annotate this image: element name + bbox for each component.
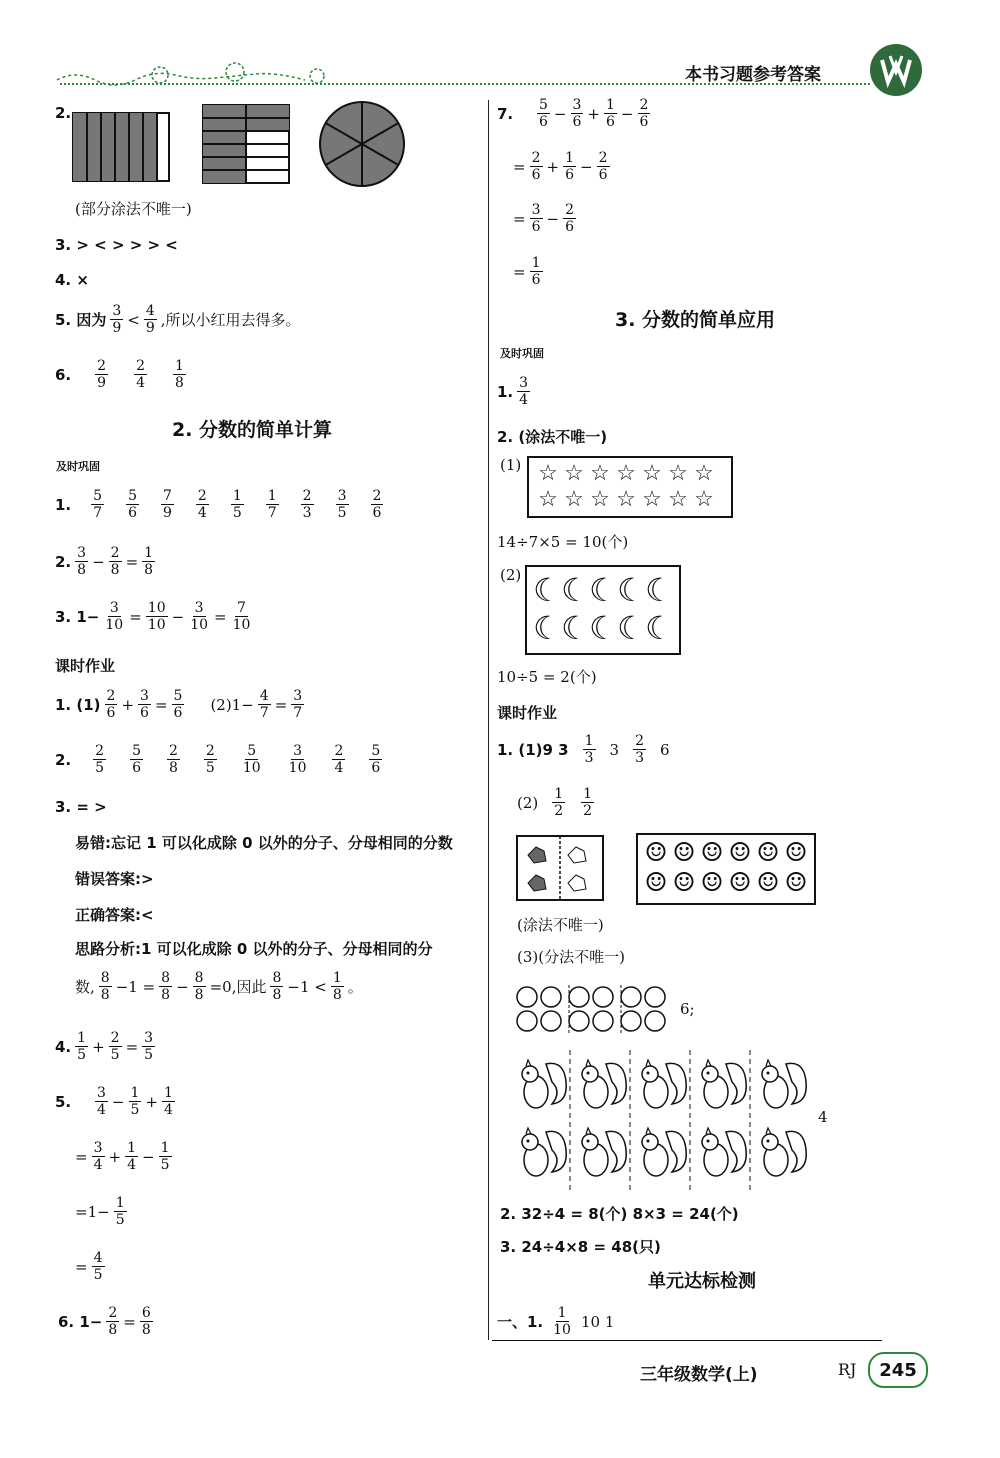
squirrel-icon bbox=[642, 1128, 686, 1176]
r2-heading: 2. (涂法不唯一) bbox=[497, 428, 608, 446]
star-icon: ☆ bbox=[564, 487, 584, 512]
q4-answer: 4. × bbox=[55, 271, 89, 289]
header-title: 本书习题参考答案 bbox=[685, 65, 821, 85]
k1-label: 1. (1) bbox=[55, 695, 101, 714]
rk1-circles-figure bbox=[515, 985, 670, 1035]
r2-1-calc: 14÷7×5 = 10(个) bbox=[497, 533, 629, 551]
left-keshi-heading: 课时作业 bbox=[55, 657, 116, 675]
q7-label: 7. bbox=[497, 104, 514, 123]
q5-frac-1: $\frac{3}{9}$ bbox=[112, 303, 122, 337]
smiley-icon: ☺ bbox=[644, 838, 668, 868]
j1-frac-8: $\frac{3}{5}$ bbox=[337, 488, 347, 522]
silu2-frac-b: $\frac{8}{8}$ bbox=[161, 970, 171, 1004]
k5-l1-b: $\frac{1}{5}$ bbox=[130, 1085, 140, 1119]
smiley-grid bbox=[638, 835, 814, 901]
j1-frac-2: $\frac{5}{6}$ bbox=[128, 488, 137, 522]
rk1-2-frac-1: $\frac{1}{2}$ bbox=[554, 786, 564, 820]
rk1-frac-1: $\frac{1}{3}$ bbox=[584, 733, 594, 767]
k4-frac-c: $\frac{3}{5}$ bbox=[144, 1030, 154, 1064]
j3-frac-d: $\frac{7}{10}$ bbox=[232, 600, 251, 634]
rk1-line1 bbox=[497, 733, 670, 766]
k3-cuowu: 错误答案:> bbox=[75, 870, 154, 888]
q2-rect-shaded-figure bbox=[72, 112, 170, 182]
unit-test-title: 单元达标检测 bbox=[648, 1271, 756, 1292]
k5-l4-frac: $\frac{4}{5}$ bbox=[93, 1250, 103, 1284]
rk1-line2 bbox=[517, 786, 596, 819]
circle-shape bbox=[593, 1011, 613, 1031]
footer-underline bbox=[492, 1340, 882, 1341]
star-icon: ☆ bbox=[694, 461, 714, 486]
k2-frac-5: $\frac{5}{10}$ bbox=[242, 743, 261, 777]
squirrel-icon bbox=[582, 1060, 626, 1108]
circle-shape bbox=[517, 1011, 537, 1031]
r2-2-calc: 10÷5 = 2(个) bbox=[497, 668, 597, 686]
k1-frac-d: $\frac{4}{7}$ bbox=[259, 688, 269, 722]
r1-answer bbox=[497, 375, 532, 408]
smiley-icon: ☺ bbox=[700, 838, 724, 868]
r1-frac: $\frac{3}{4}$ bbox=[519, 375, 529, 409]
rk1-squirrels-figure bbox=[512, 1050, 812, 1190]
rk1-apple-box-figure bbox=[516, 835, 604, 901]
q7-l3-b: $\frac{2}{6}$ bbox=[565, 202, 574, 236]
star-icon: ☆ bbox=[538, 487, 558, 512]
k1-frac-a: $\frac{2}{6}$ bbox=[106, 688, 116, 722]
k2-frac-1: $\frac{2}{5}$ bbox=[95, 743, 105, 777]
smiley-icon: ☺ bbox=[756, 868, 780, 898]
u1-answer bbox=[497, 1305, 614, 1338]
k2-label: 2. bbox=[55, 750, 72, 769]
q6-frac-3: $\frac{1}{8}$ bbox=[174, 358, 184, 392]
j3-frac-c: $\frac{3}{10}$ bbox=[190, 600, 209, 634]
q6-frac-1: $\frac{2}{9}$ bbox=[97, 358, 107, 392]
circle-shape bbox=[517, 987, 537, 1007]
k6-answer: 6. 1− $\frac{2}{8}$ = $\frac{6}{8}$ bbox=[58, 1305, 151, 1339]
k6-frac-a: $\frac{2}{8}$ bbox=[108, 1305, 118, 1339]
q7-l1-a: $\frac{5}{6}$ bbox=[539, 97, 548, 131]
rk1-end: 6 bbox=[660, 740, 670, 759]
circle-shape bbox=[541, 1011, 561, 1031]
silu2-mid1: −1 = bbox=[115, 977, 156, 996]
star-icon: ☆ bbox=[590, 487, 610, 512]
q2-circle-shaded-figure bbox=[318, 100, 406, 188]
j2-frac-c: $\frac{1}{8}$ bbox=[144, 545, 154, 579]
k5-l3-prefix: =1− bbox=[75, 1202, 110, 1221]
moons-grid bbox=[527, 567, 679, 651]
q5-suffix: ,所以小红用去得多。 bbox=[160, 311, 301, 330]
j3-frac-a: $\frac{3}{10}$ bbox=[105, 600, 124, 634]
smiley-icon: ☺ bbox=[756, 838, 780, 868]
q2-note: (部分涂法不唯一) bbox=[75, 200, 192, 218]
k4-frac-a: $\frac{1}{5}$ bbox=[77, 1030, 87, 1064]
k3-zhengque: 正确答案:< bbox=[75, 906, 154, 924]
j2-op: − bbox=[92, 552, 105, 571]
k5-l1-a: $\frac{3}{4}$ bbox=[97, 1085, 106, 1119]
circle-shape bbox=[593, 987, 613, 1007]
squirrel-icon bbox=[762, 1128, 806, 1176]
moon-icon: ☾ bbox=[533, 609, 562, 647]
circle-shape bbox=[621, 1011, 641, 1031]
q3-answer: 3. > < > > > < bbox=[55, 236, 178, 254]
k2-frac-6: $\frac{3}{10}$ bbox=[288, 743, 307, 777]
j1-answer bbox=[55, 488, 385, 521]
section3-jishi: 及时巩固 bbox=[500, 347, 544, 360]
header-swirl-decoration bbox=[55, 60, 335, 90]
j2-label: 2. bbox=[55, 552, 72, 571]
j1-label: 1. bbox=[55, 495, 72, 514]
moon-icon: ☾ bbox=[617, 609, 646, 647]
k3-answer: 3. = > bbox=[55, 798, 107, 816]
k5-line1: 5. $\frac{3}{4}$ − $\frac{1}{5}$ + $\frac{1}{4}$ bbox=[55, 1085, 173, 1119]
squirrel-icon bbox=[522, 1060, 566, 1108]
q6-answer bbox=[55, 358, 188, 391]
moon-icon: ☾ bbox=[645, 571, 674, 609]
k4-answer: 4. $\frac{1}{5}$ + $\frac{2}{5}$ = $\frac{3}{5}$ bbox=[55, 1030, 154, 1064]
section2-jishi: 及时巩固 bbox=[56, 460, 100, 473]
q5-lt: < bbox=[127, 310, 140, 329]
silu2-frac-e: $\frac{1}{8}$ bbox=[332, 970, 342, 1004]
q2-grid-shaded-figure bbox=[202, 104, 290, 184]
q7-l2-c: $\frac{2}{6}$ bbox=[598, 150, 608, 184]
k2-answer bbox=[55, 743, 384, 776]
silu2-end: 。 bbox=[347, 978, 363, 997]
q5-answer bbox=[55, 303, 301, 336]
k1-answer: 1. (1) $\frac{2}{6}$ + $\frac{3}{6}$ = $\frac{5}{6}$ (2)1− $\frac{4}{7}$ = $\frac{3}{7}$ bbox=[55, 688, 303, 722]
j1-frac-6: $\frac{1}{7}$ bbox=[267, 488, 277, 522]
k4-frac-b: $\frac{2}{5}$ bbox=[110, 1030, 120, 1064]
k5-l2-a: $\frac{3}{4}$ bbox=[93, 1140, 103, 1174]
k5-l3-frac: $\frac{1}{5}$ bbox=[115, 1195, 125, 1229]
q7-line4: = $\frac{1}{6}$ bbox=[513, 255, 541, 289]
circle-shape bbox=[621, 987, 641, 1007]
silu2-frac-d: $\frac{8}{8}$ bbox=[272, 970, 282, 1004]
k6-label: 6. 1− bbox=[58, 1312, 103, 1331]
rk1-frac-2: $\frac{2}{3}$ bbox=[635, 733, 644, 767]
star-icon: ☆ bbox=[668, 461, 688, 486]
rk1-label: 1. (1)9 3 bbox=[497, 740, 569, 759]
k5-line4: = $\frac{4}{5}$ bbox=[75, 1250, 103, 1284]
q6-label: 6. bbox=[55, 365, 72, 384]
silu2-mid3: −1 < bbox=[287, 977, 327, 996]
k5-line3 bbox=[75, 1195, 129, 1228]
q6-frac-2: $\frac{2}{4}$ bbox=[136, 358, 145, 392]
rk1-mid: 3 bbox=[609, 740, 620, 759]
k5-line2: = $\frac{3}{4}$ + $\frac{1}{4}$ − $\frac{1}{5}$ bbox=[75, 1140, 170, 1174]
moon-icon: ☾ bbox=[617, 571, 646, 609]
rk1-smiley-box bbox=[636, 833, 816, 905]
j2-eq: = bbox=[125, 552, 139, 571]
moon-icon: ☾ bbox=[589, 571, 618, 609]
q5-prefix: 5. 因为 bbox=[55, 311, 107, 330]
moon-icon: ☾ bbox=[561, 609, 590, 647]
section2-title: 2. 分数的简单计算 bbox=[172, 419, 333, 441]
smiley-icon: ☺ bbox=[784, 868, 808, 898]
q7-l1-d: $\frac{2}{6}$ bbox=[639, 97, 649, 131]
j2-answer bbox=[55, 545, 157, 578]
footer-subject: 三年级数学(上) bbox=[640, 1365, 758, 1385]
rk2-answer: 2. 32÷4 = 8(个) 8×3 = 24(个) bbox=[500, 1205, 739, 1223]
k5-l1-c: $\frac{1}{4}$ bbox=[164, 1085, 173, 1119]
r2-moons-box bbox=[525, 565, 681, 655]
silu2-mid2: =0,因此 bbox=[209, 978, 267, 997]
squirrel-icon bbox=[582, 1128, 626, 1176]
circle-shape bbox=[645, 1011, 665, 1031]
silu2-frac-c: $\frac{8}{8}$ bbox=[194, 970, 204, 1004]
rk1-circle-count: 6; bbox=[680, 1000, 695, 1018]
q7-l2-a: $\frac{2}{6}$ bbox=[531, 150, 541, 184]
smiley-icon: ☺ bbox=[644, 868, 668, 898]
smiley-icon: ☺ bbox=[700, 868, 724, 898]
rk1-2-label: (2) bbox=[517, 793, 539, 812]
q7-l4-frac: $\frac{1}{6}$ bbox=[531, 255, 541, 289]
j3-label: 3. 1− bbox=[55, 607, 100, 626]
rk1-note: (涂法不唯一) bbox=[517, 916, 604, 934]
rk1-squirrel-count: 4 bbox=[818, 1108, 828, 1126]
k2-frac-2: $\frac{5}{6}$ bbox=[132, 743, 141, 777]
star-icon: ☆ bbox=[642, 461, 662, 486]
squirrel-icon bbox=[702, 1128, 746, 1176]
squirrel-icon bbox=[642, 1060, 686, 1108]
rk1-2-frac-2: $\frac{1}{2}$ bbox=[583, 786, 593, 820]
rk1-3-label: (3)(分法不唯一) bbox=[517, 948, 625, 966]
stars-grid bbox=[529, 458, 731, 516]
j1-frac-3: $\frac{7}{9}$ bbox=[162, 488, 172, 522]
moon-icon: ☾ bbox=[645, 609, 674, 647]
k1-frac-c: $\frac{5}{6}$ bbox=[173, 688, 183, 722]
star-icon: ☆ bbox=[642, 487, 662, 512]
section3-title: 3. 分数的简单应用 bbox=[615, 309, 776, 331]
smiley-icon: ☺ bbox=[728, 838, 752, 868]
circle-shape bbox=[569, 987, 589, 1007]
k2-frac-7: $\frac{2}{4}$ bbox=[334, 743, 344, 777]
star-icon: ☆ bbox=[616, 461, 636, 486]
moon-icon: ☾ bbox=[561, 571, 590, 609]
footer-page-number: 245 bbox=[879, 1359, 917, 1381]
star-icon: ☆ bbox=[590, 461, 610, 486]
header-logo-icon bbox=[868, 42, 924, 98]
silu2-frac-a: $\frac{8}{8}$ bbox=[100, 970, 110, 1004]
footer-edition: RJ bbox=[838, 1360, 857, 1379]
star-icon: ☆ bbox=[564, 461, 584, 486]
j1-frac-9: $\frac{2}{6}$ bbox=[372, 488, 382, 522]
u1-frac: $\frac{1}{10}$ bbox=[553, 1305, 571, 1339]
r2-1-label: (1) bbox=[500, 456, 522, 474]
j1-frac-4: $\frac{2}{4}$ bbox=[197, 488, 207, 522]
k3-silu-line2: 数, $\frac{8}{8}$ −1 = $\frac{8}{8}$ − $\frac{8}{8}$ =0,因此 $\frac{8}{8}$ −1 < $\frac{1}{8}$ 。 bbox=[75, 970, 363, 1004]
r2-stars-box bbox=[527, 456, 733, 518]
q5-frac-2: $\frac{4}{9}$ bbox=[145, 303, 155, 337]
column-divider bbox=[488, 100, 489, 1340]
q7-l1-c: $\frac{1}{6}$ bbox=[606, 97, 615, 131]
footer-page-badge bbox=[868, 1352, 928, 1388]
silu2-prefix: 数, bbox=[75, 978, 95, 997]
j3-frac-b: $\frac{10}{10}$ bbox=[147, 600, 166, 634]
q7-l2-b: $\frac{1}{6}$ bbox=[565, 150, 574, 184]
right-keshi-heading: 课时作业 bbox=[497, 704, 558, 722]
q2-label: 2. bbox=[55, 104, 72, 122]
star-icon: ☆ bbox=[668, 487, 688, 512]
circle-shape bbox=[541, 987, 561, 1007]
k1-label-2: (2)1− bbox=[210, 695, 254, 714]
j1-frac-5: $\frac{1}{5}$ bbox=[232, 488, 242, 522]
q7-l3-a: $\frac{3}{6}$ bbox=[531, 202, 541, 236]
k3-yicuo: 易错:忘记 1 可以化成除 0 以外的分子、分母相同的分数 bbox=[75, 834, 453, 852]
squirrel-icon bbox=[522, 1128, 566, 1176]
circle-shape bbox=[645, 987, 665, 1007]
j1-frac-7: $\frac{2}{3}$ bbox=[302, 488, 312, 522]
u1-label: 一、1. bbox=[497, 1313, 544, 1332]
k5-label: 5. bbox=[55, 1092, 72, 1111]
smiley-icon: ☺ bbox=[672, 868, 696, 898]
moon-icon: ☾ bbox=[589, 609, 618, 647]
j3-answer: 3. 1− $\frac{3}{10}$ = $\frac{10}{10}$ − $\frac{3}{10}$ = $\frac{7}{10}$ bbox=[55, 600, 251, 634]
q7-line1: 7. $\frac{5}{6}$ − $\frac{3}{6}$ + $\frac{1}{6}$ − $\frac{2}{6}$ bbox=[497, 97, 649, 131]
q7-line2: = $\frac{2}{6}$ + $\frac{1}{6}$ − $\frac{2}{6}$ bbox=[513, 150, 608, 184]
squirrel-icon bbox=[702, 1060, 746, 1108]
k4-label: 4. bbox=[55, 1037, 72, 1056]
k2-frac-8: $\frac{5}{6}$ bbox=[371, 743, 381, 777]
j2-frac-a: $\frac{3}{8}$ bbox=[77, 545, 87, 579]
smiley-icon: ☺ bbox=[672, 838, 696, 868]
star-icon: ☆ bbox=[538, 461, 558, 486]
k2-frac-4: $\frac{2}{5}$ bbox=[205, 743, 215, 777]
k1-frac-b: $\frac{3}{6}$ bbox=[140, 688, 149, 722]
moon-icon: ☾ bbox=[533, 571, 562, 609]
r2-2-label: (2) bbox=[500, 566, 522, 584]
k3-silu: 思路分析:1 可以化成除 0 以外的分子、分母相同的分 bbox=[75, 940, 433, 958]
k1-frac-e: $\frac{3}{7}$ bbox=[293, 688, 303, 722]
j2-frac-b: $\frac{2}{8}$ bbox=[110, 545, 120, 579]
k6-frac-b: $\frac{6}{8}$ bbox=[141, 1305, 151, 1339]
k2-frac-3: $\frac{2}{8}$ bbox=[168, 743, 178, 777]
circle-shape bbox=[569, 1011, 589, 1031]
j1-frac-1: $\frac{5}{7}$ bbox=[93, 488, 103, 522]
rk3-answer: 3. 24÷4×8 = 48(只) bbox=[500, 1238, 661, 1256]
q7-line3: = $\frac{3}{6}$ − $\frac{2}{6}$ bbox=[513, 202, 574, 236]
star-icon: ☆ bbox=[694, 487, 714, 512]
r1-label: 1. bbox=[497, 382, 514, 401]
k5-l2-b: $\frac{1}{4}$ bbox=[127, 1140, 136, 1174]
star-icon: ☆ bbox=[616, 487, 636, 512]
smiley-icon: ☺ bbox=[728, 868, 752, 898]
k5-l2-c: $\frac{1}{5}$ bbox=[160, 1140, 170, 1174]
u1-rest: 10 1 bbox=[580, 1312, 615, 1331]
smiley-icon: ☺ bbox=[784, 838, 808, 868]
squirrel-icon bbox=[762, 1060, 806, 1108]
q7-l1-b: $\frac{3}{6}$ bbox=[572, 97, 582, 131]
